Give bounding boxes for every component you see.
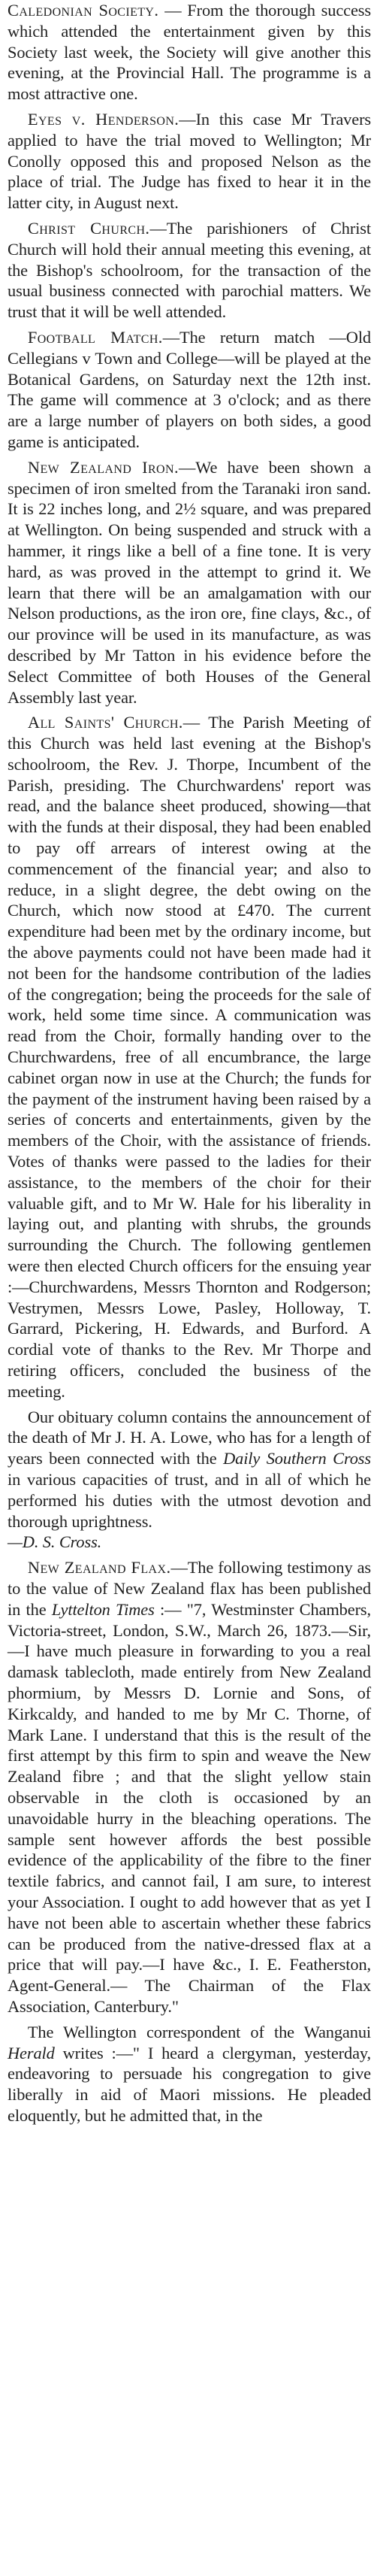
article-text: in various capacities of trust, and in all of which he performed his duties with the utmost devotion and thorough uprightness. [8, 1469, 371, 1531]
article-obituary-notice [8, 1407, 371, 1553]
article-text: — From the thorough success which attended the entertainment given by this Society last week, the Society will give another this evening, at the Provincial Hall. The programme is a most attractive one. [8, 1, 371, 104]
article-heading: Football Match. [27, 327, 163, 347]
article-heading: New Zealand Iron. [27, 457, 179, 477]
article-text: — The Parish Meeting of this Church was held last evening at the Bishop's schoolroom, the Rev. J. Thorpe, Incumbent of the Parish, presiding. The Churchwardens' report was read, and the balance sheet produced, showing—that with the funds at their disposal, they had been enabled to pay off arrears of interest owing at the commencement of the financial year; and also to reduce, in a slight degree, the debt owing on the Church, which now stood at £470. The current expenditure had been met by the ordinary income, but the above payments could not have been made had it not been for the handsome contribution of the ladies of the congregation; being the proceeds for the sale of work, held some time since. A communication was read from the Choir, formally handing over to the Churchwardens, free of all encumbrance, the large cabinet organ now in use at the Church; the funds for the payment of the instrument having been raised by a series of concerts and entertainments, given by the members of the Choir, with the assistance of friends. Votes of thanks were passed to the ladies for their assistance, to the members of the choir for their valuable gift, and to Mr W. Hale for his liberality in laying out, and planting with shrubs, the grounds surrounding the Church. The following gentlemen were then elected Church officers for the ensuing year :—Churchwardens, Messrs Thornton and Rodgerson; Vestrymen, Messrs Lowe, Pasley, Holloway, T. Garrard, Pickering, H. Edwards, and Burford. A cordial vote of thanks to the Rev. Mr Thorpe and retiring officers, concluded the business of the meeting. [8, 713, 371, 1401]
article-text: The Wellington correspondent of the Wanganui [27, 2022, 371, 2041]
article-text: —In this case Mr Travers applied to have the trial moved to Wellington; Mr Conolly opposed this and proposed Nelson as the place of trial. The Judge has fixed to hear it in the latter city, in August next. [8, 109, 371, 213]
article-text: —The following testimony as to the value of New Zealand flax has been published in the [8, 1558, 372, 1619]
article-heading: All Saints' Church. [27, 713, 183, 732]
article-christ-church [8, 218, 371, 323]
newspaper-title: Herald [8, 2043, 55, 2062]
article-text: —The parishioners of Christ Church will hold their annual meeting this evening, at the Bishop's schoolroom, for the transaction of the usual business connected with parochial matters. We trust that it will be well attended. [8, 218, 371, 322]
article-heading: Caledonian Society. [8, 1, 159, 20]
article-wellington-correspondent [8, 2022, 371, 2126]
article-new-zealand-flax [8, 1557, 371, 2017]
article-new-zealand-iron [8, 457, 371, 708]
article-text: Our obituary column contains the announcement of the death of Mr J. H. A. Lowe, who has for a length of years been connected with the [8, 1407, 371, 1468]
article-text: —The return match —Old Cellegians v Town and College—will be played at the Botanical Gardens, on Saturday next the 12th inst. The game will commence at 3 o'clock; and as there are a large number of players on both sides, a good game is anticipated. [8, 327, 371, 451]
article-all-saints-church [8, 712, 371, 1402]
article-heading: Eyes v. Henderson. [27, 109, 179, 129]
newspaper-title: Lyttelton Times [51, 1599, 155, 1619]
article-text: writes :—" I heard a clergyman, yesterday, endeavoring to persuade his congregation to give liberally in aid of Maori missions. He pleaded eloquently, but he admitted that, in the [8, 2043, 371, 2125]
article-football-match [8, 327, 371, 453]
article-eyes-v-henderson [8, 109, 371, 214]
article-heading: New Zealand Flax. [27, 1558, 171, 1577]
article-caledonian-society [8, 0, 371, 105]
article-text: —We have been shown a specimen of iron smelted from the Taranaki iron sand. It is 22 inches long, and 2½ square, and was prepared at Wellington. On being suspended and struck with a hammer, it rings like a bell of a fine tone. It is very hard, as was proved in the attempt to grind it. We learn that there will be an amalgamation with our Nelson productions, as the iron ore, fine clays, &c., of our province will be used in its manufacture, as was described by Mr Tatton in his evidence before the Select Committee of both Houses of the General Assembly last year. [8, 457, 371, 707]
newspaper-title: Daily Southern Cross [223, 1449, 371, 1468]
article-attribution: —D. S. Cross. [8, 1532, 102, 1552]
article-text: :— "7, Westminster Chambers, Victoria-street, London, S.W., March 26, 1873.—Sir,—I have much pleasure in forwarding to you a real damask tablecloth, made entirely from New Zealand phormium, by Messrs D. Lornie and Sons, of Kirkcaldy, and handed to me by Mr C. Thorne, of Mark Lane. I understand that this is the result of the first attempt by this firm to spin and weave the New Zealand fibre ; and that the slight yellow stain observable in the cloth is occasioned by an unavoidable hurry in the bleaching operations. The sample sent however affords the best possible evidence of the applicability of the fibre to the finer textile fabrics, and cannot fail, I am sure, to interest your Association. I ought to add however that as yet I have not been able to ascertain whether these fabrics can be produced from the native-dressed flax at a price that will pay.—I have &c., I. E. Featherston, Agent-General.— The Chairman of the Flax Association, Canterbury." [8, 1599, 371, 2016]
article-heading: Christ Church. [27, 218, 150, 238]
